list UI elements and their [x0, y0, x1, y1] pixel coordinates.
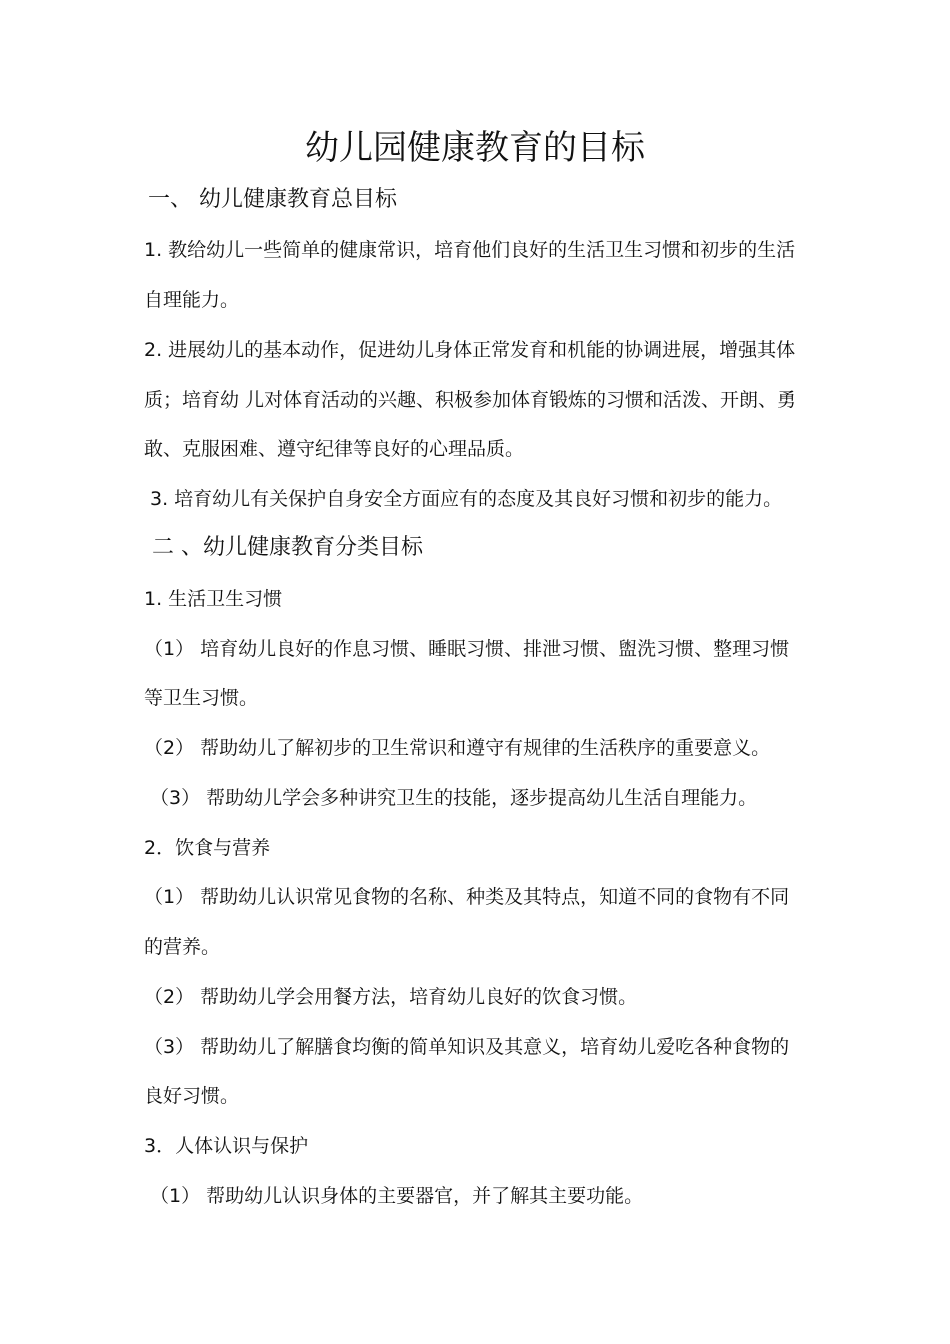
document-title: 幼儿园健康教育的目标 — [305, 128, 645, 168]
subsection-heading: 3．人体认识与保护 — [144, 1135, 309, 1157]
paragraph-line: （1） 培育幼儿良好的作息习惯、睡眠习惯、排泄习惯、盥洗习惯、整理习惯 — [144, 638, 790, 660]
paragraph-line: （1） 帮助幼儿认识常见食物的名称、种类及其特点，知道不同的食物有不同 — [144, 886, 790, 908]
paragraph-line: 质；培育幼 儿对体育活动的兴趣、积极参加体育锻炼的习惯和活泼、开朗、勇 — [144, 389, 797, 411]
paragraph-line: （2） 帮助幼儿了解初步的卫生常识和遵守有规律的生活秩序的重要意义。 — [144, 737, 771, 759]
section-heading-1: 一、 幼儿健康教育总目标 — [148, 187, 397, 212]
paragraph-line: （2） 帮助幼儿学会用餐方法，培育幼儿良好的饮食习惯。 — [144, 986, 638, 1008]
paragraph-line: 良好习惯。 — [144, 1085, 240, 1107]
section-heading-2: 二 、幼儿健康教育分类目标 — [152, 535, 423, 560]
paragraph-line: （1） 帮助幼儿认识身体的主要器官，并了解其主要功能。 — [150, 1185, 644, 1207]
paragraph-line: 的营养。 — [144, 936, 221, 958]
paragraph-line: 等卫生习惯。 — [144, 687, 259, 709]
paragraph-line: 自理能力。 — [144, 289, 240, 311]
subsection-heading: 1. 生活卫生习惯 — [144, 588, 283, 610]
paragraph-line: （3） 帮助幼儿了解膳食均衡的简单知识及其意义，培育幼儿爱吃各种食物的 — [144, 1036, 790, 1058]
paragraph-line: 敢、克服困难、遵守纪律等良好的心理品质。 — [144, 438, 525, 460]
paragraph-line: 2. 进展幼儿的基本动作，促进幼儿身体正常发育和机能的协调进展，增强其体 — [144, 339, 796, 361]
paragraph-line: 1. 教给幼儿一些简单的健康常识，培育他们良好的生活卫生习惯和初步的生活 — [144, 239, 796, 261]
paragraph-line: 3. 培育幼儿有关保护自身安全方面应有的态度及其良好习惯和初步的能力。 — [150, 488, 783, 510]
paragraph-line: （3） 帮助幼儿学会多种讲究卫生的技能，逐步提高幼儿生活自理能力。 — [150, 787, 758, 809]
subsection-heading: 2．饮食与营养 — [144, 837, 271, 859]
